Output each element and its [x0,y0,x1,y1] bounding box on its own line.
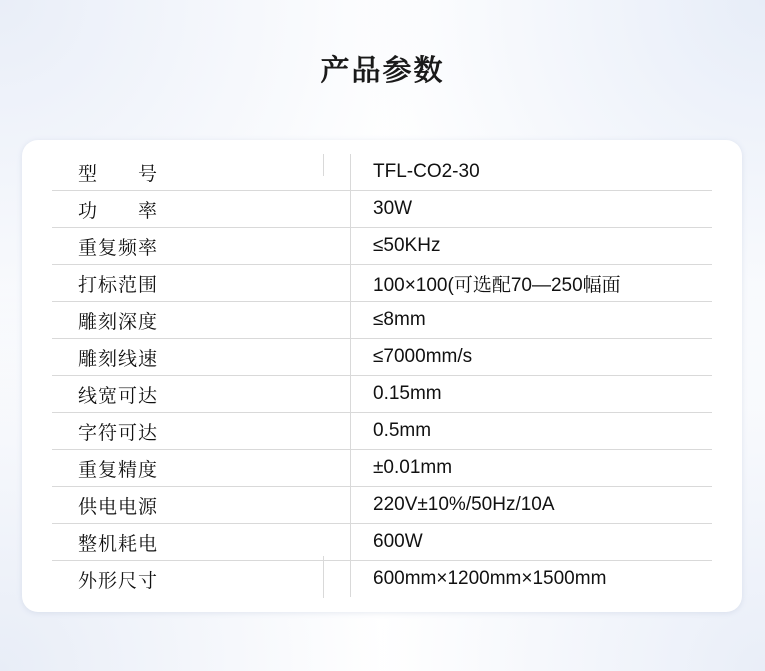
spec-card [22,140,742,612]
spec-label: 打标范围 [52,265,351,302]
spec-value: 0.15mm [351,376,713,413]
spec-value: ≤50KHz [351,228,713,265]
spec-value: 30W [351,191,713,228]
table-row [52,413,712,450]
spec-value: 220V±10%/50Hz/10A [351,487,713,524]
table-row [52,524,712,561]
table-row [52,561,712,598]
spec-value: 600W [351,524,713,561]
spec-label: 重复频率 [52,228,351,265]
spec-label: 重复精度 [52,450,351,487]
table-row [52,191,712,228]
page-title: 产品参数 [320,55,445,87]
spec-value: TFL-CO2-30 [351,154,713,191]
spec-value: ±0.01mm [351,450,713,487]
table-row [52,228,712,265]
table-row [52,154,712,191]
table-row [52,376,712,413]
spec-label: 整机耗电 [52,524,351,561]
spec-label: 型 号 [52,154,351,191]
spec-label: 线宽可达 [52,376,351,413]
spec-label: 雕刻深度 [52,302,351,339]
spec-label: 供电电源 [52,487,351,524]
table-row [52,450,712,487]
specifications-table [52,154,712,597]
table-row [52,265,712,302]
table-row [52,339,712,376]
spec-value: ≤8mm [351,302,713,339]
spec-value: ≤7000mm/s [351,339,713,376]
table-row [52,302,712,339]
spec-value: 0.5mm [351,413,713,450]
spec-label: 字符可达 [52,413,351,450]
table-row [52,487,712,524]
spec-label: 雕刻线速 [52,339,351,376]
spec-table-body [52,154,712,597]
spec-value: 100×100(可选配70—250幅面 [351,265,713,302]
spec-value: 600mm×1200mm×1500mm [373,568,607,589]
spec-label: 外形尺寸 [52,561,351,598]
spec-label: 功 率 [52,191,351,228]
